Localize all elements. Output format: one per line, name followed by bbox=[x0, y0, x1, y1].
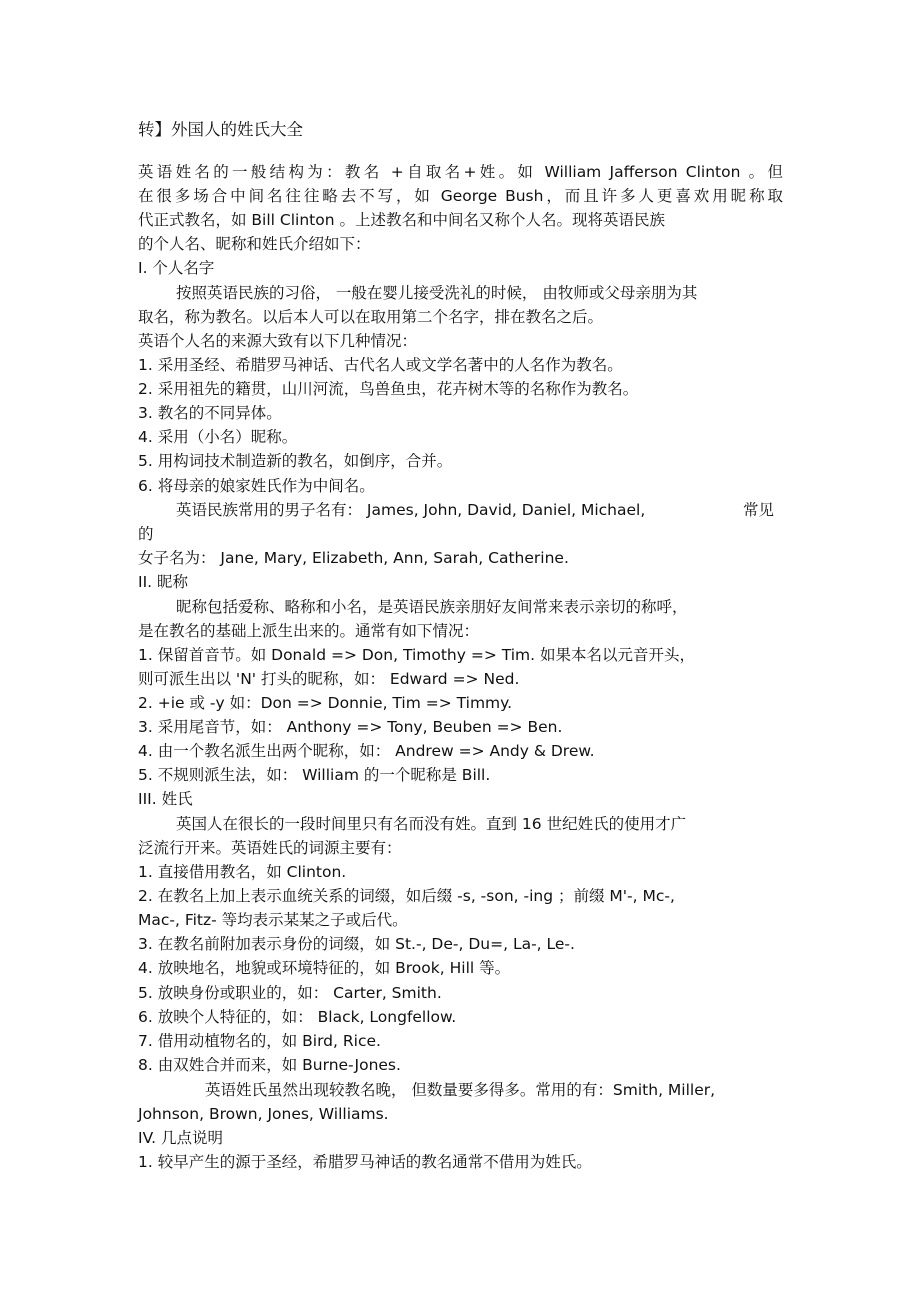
section-3-para-3: 英语姓氏虽然出现较教名晚， 但数量要多得多。常用的有：Smith, Miller, bbox=[205, 1081, 716, 1099]
list-item: 5. 不规则派生法，如： William 的一个昵称是 Bill. bbox=[138, 766, 491, 784]
section-4-heading: IV. 几点说明 bbox=[138, 1129, 224, 1147]
section-1-para-1: 按照英语民族的习俗， 一般在婴儿接受洗礼的时候， 由牧师或父母亲朋为其 bbox=[176, 284, 698, 302]
section-3-para-1: 英国人在很长的一段时间里只有名而没有姓。直到 16 世纪姓氏的使用才广 bbox=[176, 815, 687, 833]
list-item: 3. 教名的不同异体。 bbox=[138, 404, 282, 422]
list-item: 6. 放映个人特征的，如： Black, Longfellow. bbox=[138, 1008, 457, 1026]
section-2-heading: II. 昵称 bbox=[138, 573, 188, 591]
intro-line-4: 的个人名、昵称和姓氏介绍如下： bbox=[138, 235, 371, 253]
section-1-heading: I. 个人名字 bbox=[138, 259, 215, 277]
list-item: 3. 在教名前附加表示身份的词缀，如 St.-, De-, Du=, La-, Le-. bbox=[138, 935, 575, 953]
section-2-para-2: 是在教名的基础上派生出来的。通常有如下情况： bbox=[138, 622, 480, 640]
list-item: 1. 采用圣经、希腊罗马神话、古代名人或文学名著中的人名作为教名。 bbox=[138, 356, 623, 374]
intro-line-2: 在很多场合中间名往往略去不写，如 George Bush，而且许多人更喜欢用昵称取 bbox=[138, 187, 783, 205]
list-item: 2. 采用祖先的籍贯，山川河流，鸟兽鱼虫，花卉树木等的名称作为教名。 bbox=[138, 380, 639, 398]
list-item: 7. 借用动植物名的，如 Bird, Rice. bbox=[138, 1032, 381, 1050]
male-names-line: 英语民族常用的男子名有： James, John, David, Daniel, Michael, bbox=[176, 501, 646, 519]
female-names-line: 女子名为： Jane, Mary, Elizabeth, Ann, Sarah, Catherine. bbox=[138, 549, 569, 567]
document-title: 转】外国人的姓氏大全 bbox=[138, 120, 303, 139]
list-item: 1. 直接借用教名，如 Clinton. bbox=[138, 863, 347, 881]
male-names-tail: 常见 bbox=[743, 501, 775, 519]
list-item: 则可派生出以 'N' 打头的昵称，如： Edward => Ned. bbox=[138, 670, 520, 688]
section-3-heading: III. 姓氏 bbox=[138, 790, 193, 808]
list-item: 6. 将母亲的娘家姓氏作为中间名。 bbox=[138, 477, 375, 495]
list-item: 5. 放映身份或职业的，如： Carter, Smith. bbox=[138, 984, 442, 1002]
section-3-para-4: Johnson, Brown, Jones, Williams. bbox=[138, 1105, 389, 1123]
list-item: 4. 采用（小名）昵称。 bbox=[138, 428, 298, 446]
section-1-para-3: 英语个人名的来源大致有以下几种情况： bbox=[138, 332, 418, 350]
section-3-para-2: 泛流行开来。英语姓氏的词源主要有： bbox=[138, 839, 402, 857]
section-1-para-2: 取名，称为教名。以后本人可以在取用第二个名字，排在教名之后。 bbox=[138, 308, 604, 326]
male-names-wrap: 的 bbox=[138, 525, 154, 543]
section-2-para-1: 昵称包括爱称、略称和小名，是英语民族亲朋好友间常来表示亲切的称呼， bbox=[176, 598, 688, 616]
list-item: 2. 在教名上加上表示血统关系的词缀，如后缀 -s, -son, -ing ；前缀 M'-, Mc-, bbox=[138, 887, 675, 905]
list-item: 4. 放映地名，地貌或环境特征的，如 Brook, Hill 等。 bbox=[138, 959, 511, 977]
intro-line-3: 代正式教名，如 Bill Clinton 。上述教名和中间名又称个人名。现将英语民族 bbox=[138, 211, 665, 229]
list-item: 3. 采用尾音节，如： Anthony => Tony, Beuben => Ben. bbox=[138, 718, 563, 736]
intro-line-1: 英语姓名的一般结构为：教名 +自取名+姓。如 William Jafferson Clinton 。但 bbox=[138, 163, 783, 181]
list-item: 5. 用构词技术制造新的教名，如倒序，合并。 bbox=[138, 452, 453, 470]
list-item: 1. 保留首音节。如 Donald => Don, Timothy => Tim. 如果本名以元音开头， bbox=[138, 646, 695, 664]
list-item: 4. 由一个教名派生出两个昵称，如： Andrew => Andy & Drew. bbox=[138, 742, 595, 760]
list-item: 1. 较早产生的源于圣经，希腊罗马神话的教名通常不借用为姓氏。 bbox=[138, 1153, 592, 1171]
list-item: 8. 由双姓合并而来，如 Burne-Jones. bbox=[138, 1056, 401, 1074]
list-item: 2. +ie 或 -y 如：Don => Donnie, Tim => Timmy. bbox=[138, 694, 513, 712]
list-item: Mac-, Fitz- 等均表示某某之子或后代。 bbox=[138, 911, 408, 929]
